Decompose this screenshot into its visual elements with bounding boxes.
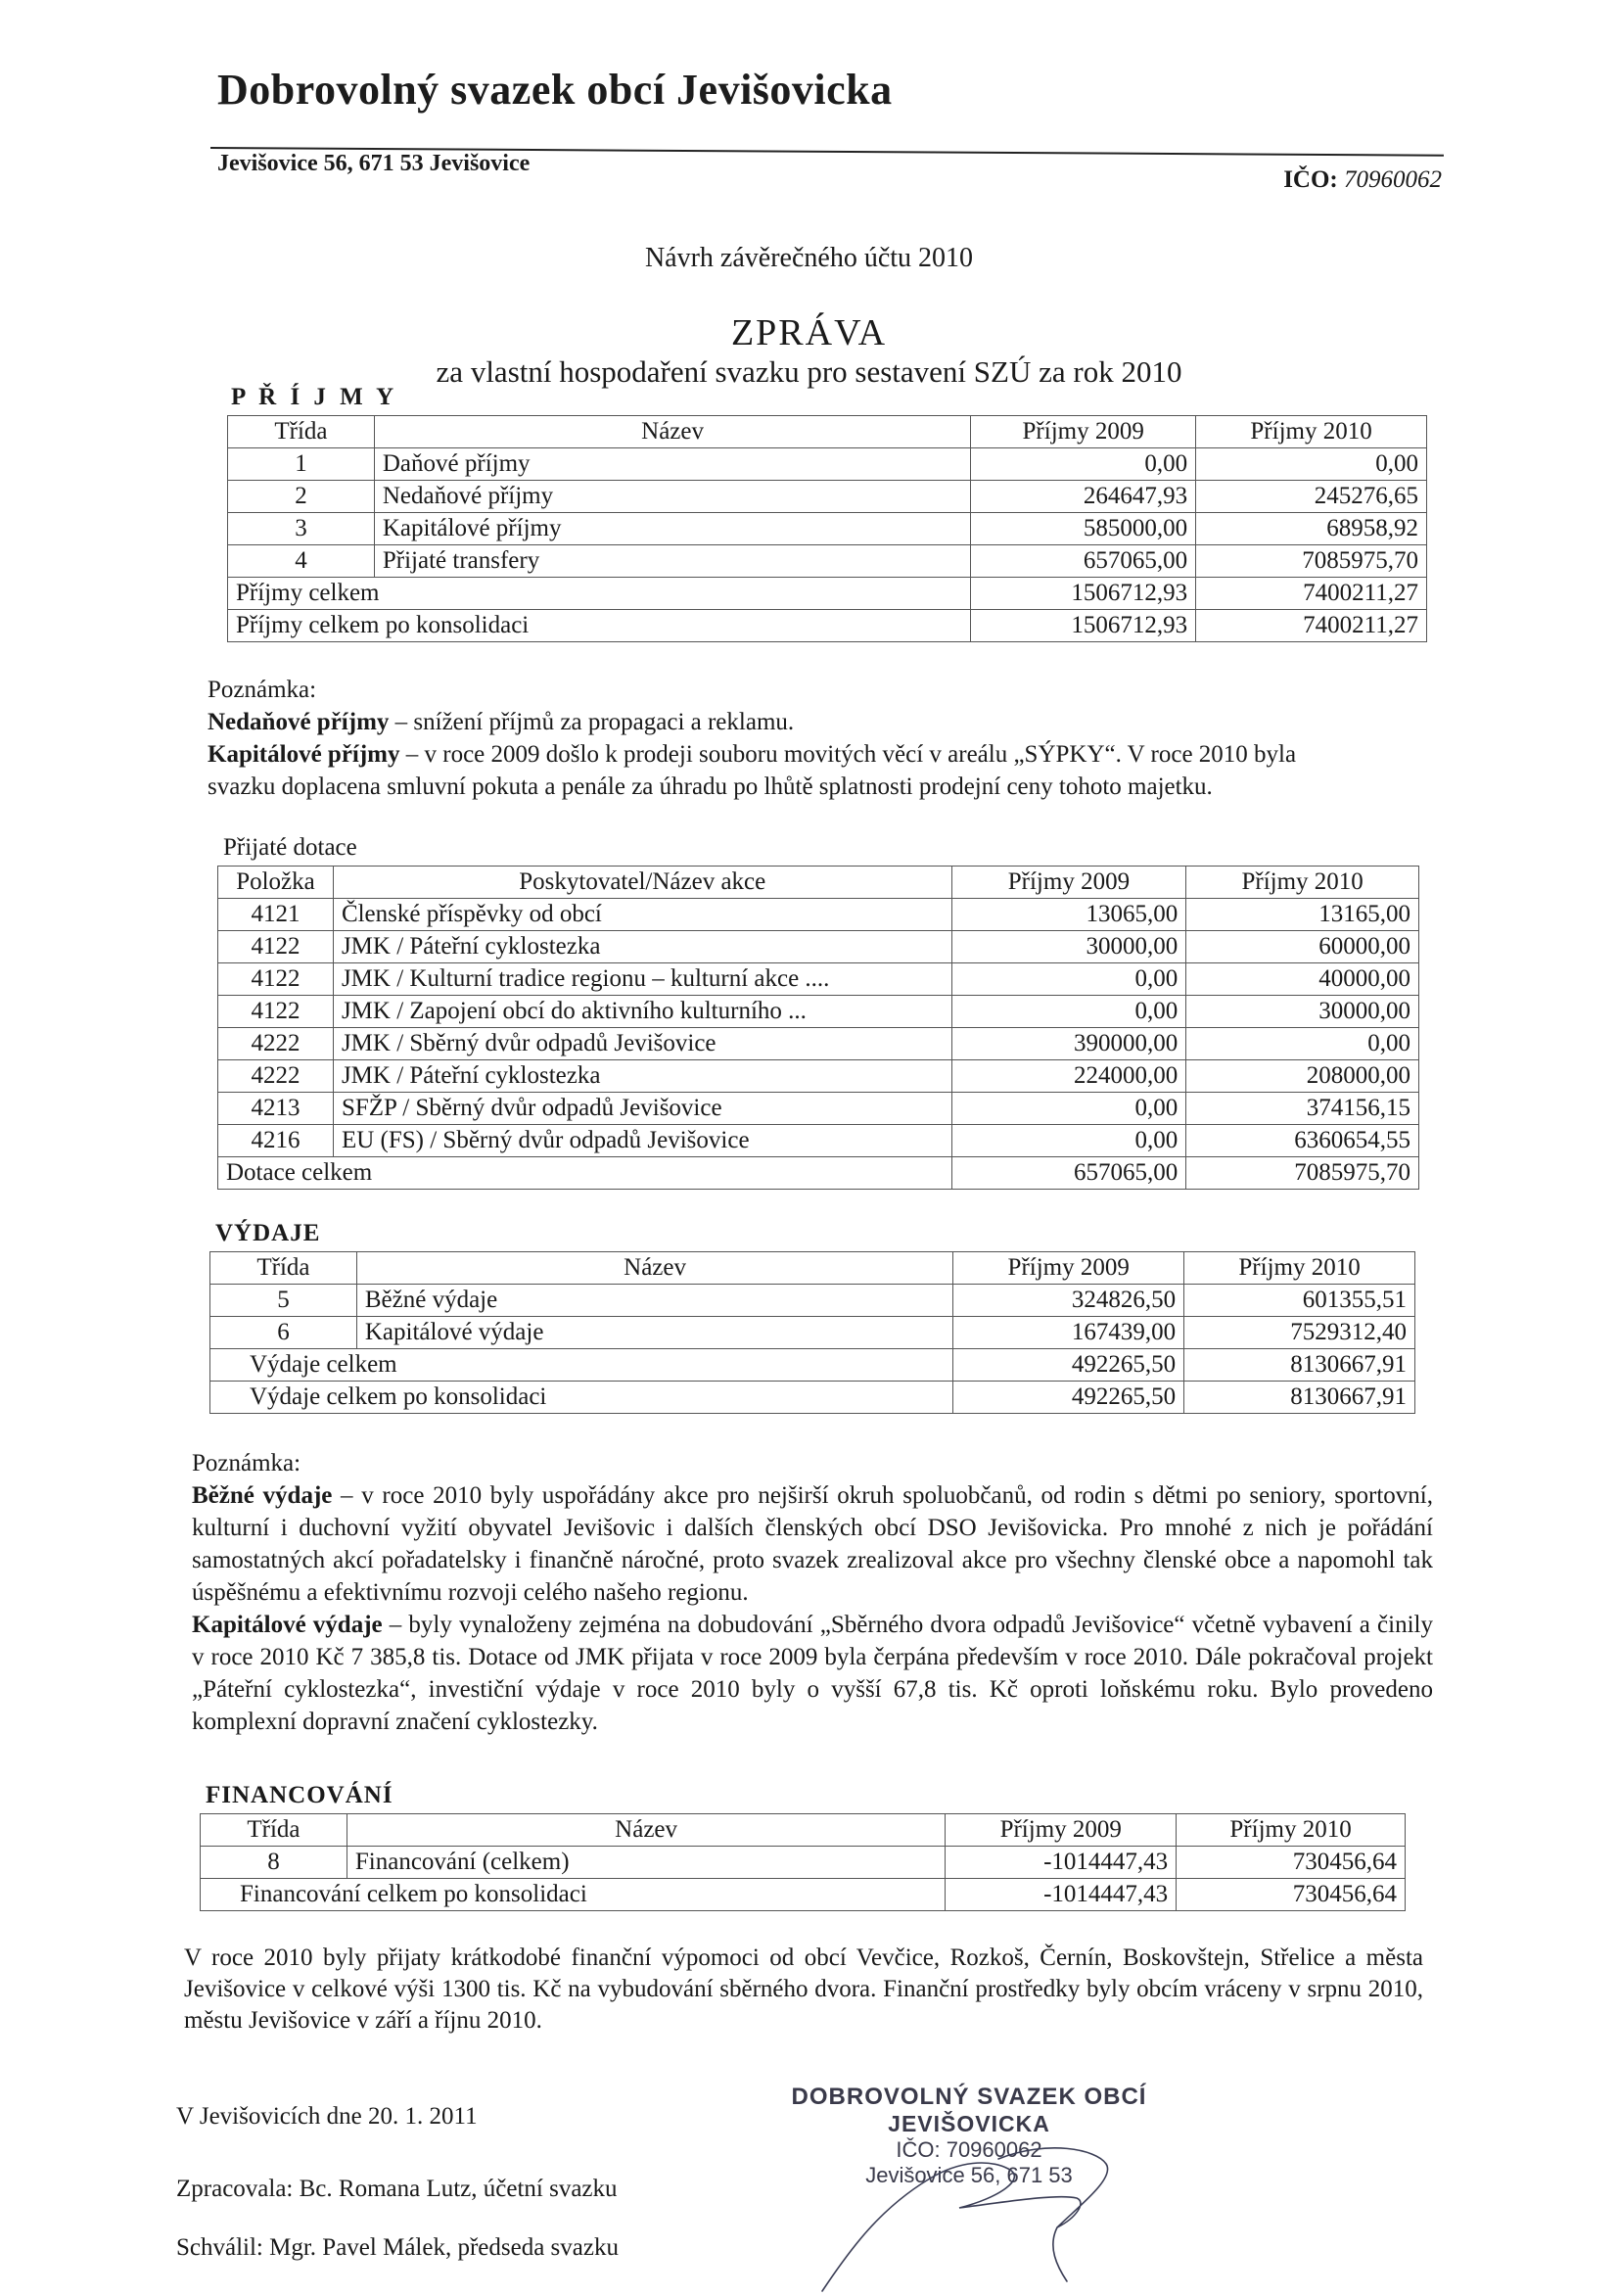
cell-2009: 0,00 xyxy=(971,448,1196,481)
table-row xyxy=(218,1060,1419,1093)
cell-2010: 30000,00 xyxy=(1186,996,1419,1028)
note-text: – v roce 2009 došlo k prodeji souboru movitých věcí v areálu „SÝPKY“. V roce 2010 byla xyxy=(399,741,1297,768)
cell-2010: 60000,00 xyxy=(1186,931,1419,963)
column-header: Příjmy 2010 xyxy=(1177,1814,1406,1847)
cell-2010: 730456,64 xyxy=(1177,1847,1406,1879)
cell-item: 4216 xyxy=(218,1125,334,1157)
cell-name: Členské příspěvky od obcí xyxy=(333,899,951,931)
cell-name: JMK / Kulturní tradice regionu – kulturní akce .... xyxy=(333,963,951,996)
total-row xyxy=(228,578,1427,610)
total-2009: 657065,00 xyxy=(951,1157,1186,1190)
cell-name: Přijaté transfery xyxy=(374,545,970,578)
cell-2010: 0,00 xyxy=(1196,448,1427,481)
cell-2010: 601355,51 xyxy=(1184,1285,1415,1317)
table-row xyxy=(228,513,1427,545)
total-label: Příjmy celkem po konsolidaci xyxy=(228,610,971,642)
report-subtitle: za vlastní hospodaření svazku pro sestavení SZÚ za rok 2010 xyxy=(436,354,1182,389)
note-text: – snížení příjmů za propagaci a reklamu. xyxy=(389,709,795,735)
cell-item: 4222 xyxy=(218,1028,334,1060)
report-title: ZPRÁVA xyxy=(730,312,888,353)
cell-2009: 0,00 xyxy=(951,1125,1186,1157)
note-label: Poznámka: xyxy=(192,1450,301,1476)
note-term: Běžné výdaje xyxy=(192,1482,333,1509)
note-kapitalove-vydaje xyxy=(192,1609,1433,1738)
cell-2009: 585000,00 xyxy=(971,513,1196,545)
table-row xyxy=(228,545,1427,578)
total-2009: 1506712,93 xyxy=(971,610,1196,642)
prijmy-table xyxy=(227,415,1427,642)
cell-item: 4122 xyxy=(218,963,334,996)
cell-class: 4 xyxy=(228,545,375,578)
cell-name: Kapitálové příjmy xyxy=(374,513,970,545)
cell-item: 4122 xyxy=(218,996,334,1028)
column-header: Příjmy 2010 xyxy=(1196,416,1427,448)
cell-2010: 6360654,55 xyxy=(1186,1125,1419,1157)
table-row xyxy=(210,1317,1415,1349)
column-header: Příjmy 2010 xyxy=(1184,1252,1415,1285)
financovani-table xyxy=(200,1813,1406,1911)
column-header: Příjmy 2010 xyxy=(1186,867,1419,899)
note-term: Nedaňové příjmy xyxy=(208,709,390,735)
place-date: V Jevišovicích dne 20. 1. 2011 xyxy=(176,2103,478,2130)
cell-class: 5 xyxy=(210,1285,357,1317)
table-row xyxy=(218,996,1419,1028)
cell-class: 8 xyxy=(201,1847,347,1879)
vydaje-heading: VÝDAJE xyxy=(215,1220,321,1246)
cell-2010: 0,00 xyxy=(1186,1028,1419,1060)
total-label: Výdaje celkem po konsolidaci xyxy=(210,1382,953,1414)
note-expenses xyxy=(192,1447,1433,1738)
table-row xyxy=(201,1847,1406,1879)
table-header-row xyxy=(218,867,1419,899)
closing-paragraph: V roce 2010 byly přijaty krátkodobé finanční výpomoci od obcí Vevčice, Rozkoš, Černín, Boskovštejn, Střelice a města Jevišovice v celkové výši 1300 tis. Kč na vybudování sběrného dvora. Finanční prostředky byly obcím vráceny v srpnu 2010, městu Jevišovice v září a říjnu 2010. xyxy=(184,1945,1423,2034)
note-term: Kapitálové výdaje xyxy=(192,1612,383,1638)
organization-address: Jevišovice 56, 671 53 Jevišovice xyxy=(217,151,531,176)
stamp-line: IČO: 70960062 xyxy=(896,2137,1042,2162)
total-2010: 7400211,27 xyxy=(1196,578,1427,610)
column-header: Položka xyxy=(218,867,334,899)
cell-2009: 0,00 xyxy=(951,963,1186,996)
column-header: Název xyxy=(374,416,970,448)
column-header: Název xyxy=(356,1252,952,1285)
note-kapitalove-cont: svazku doplacena smluvní pokuta a penále za úhradu po lhůtě splatnosti prodejní ceny tohoto majetku. xyxy=(208,773,1213,800)
cell-item: 4213 xyxy=(218,1093,334,1125)
total-row xyxy=(228,610,1427,642)
cell-name: JMK / Sběrný dvůr odpadů Jevišovice xyxy=(333,1028,951,1060)
cell-2009: 224000,00 xyxy=(951,1060,1186,1093)
table-row xyxy=(218,963,1419,996)
table-row xyxy=(218,1093,1419,1125)
cell-name: Nedaňové příjmy xyxy=(374,481,970,513)
table-row xyxy=(228,448,1427,481)
table-row xyxy=(228,481,1427,513)
total-label: Dotace celkem xyxy=(218,1157,952,1190)
cell-name: Běžné výdaje xyxy=(356,1285,952,1317)
prepared-by: Zpracovala: Bc. Romana Lutz, účetní svazku xyxy=(176,2176,618,2202)
approved-by: Schválil: Mgr. Pavel Málek, předseda svazku xyxy=(176,2234,619,2261)
note-bezne xyxy=(192,1479,1433,1609)
total-2009: 1506712,93 xyxy=(971,578,1196,610)
dotace-table xyxy=(217,866,1419,1190)
total-row xyxy=(210,1349,1415,1382)
cell-class: 2 xyxy=(228,481,375,513)
note-income xyxy=(208,674,1451,803)
cell-2010: 13165,00 xyxy=(1186,899,1419,931)
cell-item: 4122 xyxy=(218,931,334,963)
total-row xyxy=(210,1382,1415,1414)
document-subtitle: Návrh závěrečného účtu 2010 xyxy=(644,243,974,273)
cell-class: 6 xyxy=(210,1317,357,1349)
total-label: Financování celkem po konsolidaci xyxy=(201,1879,946,1911)
total-label: Příjmy celkem xyxy=(228,578,971,610)
handwritten-signature xyxy=(763,2100,1135,2296)
total-2010: 8130667,91 xyxy=(1184,1349,1415,1382)
cell-2009: 657065,00 xyxy=(971,545,1196,578)
total-row xyxy=(201,1879,1406,1911)
cell-2010: 374156,15 xyxy=(1186,1093,1419,1125)
cell-2009: 324826,50 xyxy=(953,1285,1184,1317)
cell-name: JMK / Páteřní cyklostezka xyxy=(333,931,951,963)
table-row xyxy=(218,1028,1419,1060)
cell-2009: 13065,00 xyxy=(951,899,1186,931)
table-header-row xyxy=(201,1814,1406,1847)
dotace-heading: Přijaté dotace xyxy=(223,834,357,861)
column-header: Příjmy 2009 xyxy=(951,867,1186,899)
column-header: Třída xyxy=(210,1252,357,1285)
ico-label: IČO: xyxy=(1283,166,1338,193)
column-header: Třída xyxy=(228,416,375,448)
cell-2010: 7085975,70 xyxy=(1196,545,1427,578)
cell-name: Kapitálové výdaje xyxy=(356,1317,952,1349)
cell-2009: -1014447,43 xyxy=(946,1847,1177,1879)
column-header: Příjmy 2009 xyxy=(971,416,1196,448)
cell-2010: 208000,00 xyxy=(1186,1060,1419,1093)
cell-2010: 40000,00 xyxy=(1186,963,1419,996)
cell-name: JMK / Zapojení obcí do aktivního kulturního ... xyxy=(333,996,951,1028)
cell-2009: 0,00 xyxy=(951,996,1186,1028)
cell-2010: 245276,65 xyxy=(1196,481,1427,513)
cell-2009: 167439,00 xyxy=(953,1317,1184,1349)
cell-2009: 390000,00 xyxy=(951,1028,1186,1060)
note-nedanove xyxy=(208,706,1451,738)
cell-name: SFŽP / Sběrný dvůr odpadů Jevišovice xyxy=(333,1093,951,1125)
cell-2009: 30000,00 xyxy=(951,931,1186,963)
ico-number xyxy=(1283,166,1442,194)
cell-item: 4121 xyxy=(218,899,334,931)
cell-2010: 68958,92 xyxy=(1196,513,1427,545)
stamp-line: DOBROVOLNÝ SVAZEK OBCÍ xyxy=(791,2084,1147,2110)
cell-name: EU (FS) / Sběrný dvůr odpadů Jevišovice xyxy=(333,1125,951,1157)
total-2009: 492265,50 xyxy=(953,1382,1184,1414)
prijmy-heading: P Ř Í J M Y xyxy=(231,384,398,410)
column-header: Příjmy 2009 xyxy=(946,1814,1177,1847)
column-header: Poskytovatel/Název akce xyxy=(333,867,951,899)
total-label: Výdaje celkem xyxy=(210,1349,953,1382)
table-header-row xyxy=(210,1252,1415,1285)
note-text: – byly vynaloženy zejména na dobudování „Sběrného dvora odpadů Jevišovice“ včetně vybavení a činily v roce 2010 Kč 7 385,8 tis. Dotace od JMK přijata v roce 2009 byla čerpána především v roce 2010. Dále pokračoval projekt „Páteřní cyklostezka“, investiční výdaje v roce 2010 byly o vyšší 67,8 tis. Kč oproti loňskému roku. Bylo provedeno komplexní dopravní značení cyklostezky. xyxy=(192,1612,1433,1735)
column-header: Příjmy 2009 xyxy=(953,1252,1184,1285)
table-row xyxy=(218,931,1419,963)
stamp-line: JEVIŠOVICKA xyxy=(888,2111,1050,2136)
cell-name: JMK / Páteřní cyklostezka xyxy=(333,1060,951,1093)
table-row xyxy=(210,1285,1415,1317)
total-2010: 7085975,70 xyxy=(1186,1157,1419,1190)
vydaje-table xyxy=(209,1251,1415,1414)
column-header: Název xyxy=(347,1814,945,1847)
cell-class: 3 xyxy=(228,513,375,545)
cell-2010: 7529312,40 xyxy=(1184,1317,1415,1349)
organization-name: Dobrovolný svazek obcí Jevišovicka xyxy=(217,66,893,114)
total-row xyxy=(218,1157,1419,1190)
table-row xyxy=(218,899,1419,931)
cell-2009: 0,00 xyxy=(951,1093,1186,1125)
total-2009: -1014447,43 xyxy=(946,1879,1177,1911)
financovani-heading: FINANCOVÁNÍ xyxy=(206,1782,393,1808)
total-2010: 730456,64 xyxy=(1177,1879,1406,1911)
table-header-row xyxy=(228,416,1427,448)
cell-name: Daňové příjmy xyxy=(374,448,970,481)
table-row xyxy=(218,1125,1419,1157)
total-2010: 7400211,27 xyxy=(1196,610,1427,642)
cell-2009: 264647,93 xyxy=(971,481,1196,513)
cell-name: Financování (celkem) xyxy=(347,1847,945,1879)
note-label: Poznámka: xyxy=(208,677,317,703)
note-term: Kapitálové příjmy xyxy=(208,741,400,768)
note-text: – v roce 2010 byly uspořádány akce pro nejširší okruh spoluobčanů, od rodin s dětmi po seniory, sportovní, kulturní i duchovní vyžití obyvatel Jevišovic i dalších členských obcí DSO Jevišovicka. Pro mnohé z nich je pořádání samostatných akcí pořadatelsky i finančně náročné, proto svazek zrealizoval akce pro všechny členské obce a napomohl tak úspěšnému a efektivnímu rozvoji celého našeho regionu. xyxy=(192,1482,1433,1606)
stamp-line: Jevišovice 56, 671 53 xyxy=(865,2163,1073,2187)
cell-item: 4222 xyxy=(218,1060,334,1093)
total-2010: 8130667,91 xyxy=(1184,1382,1415,1414)
note-kapitalove xyxy=(208,738,1451,771)
ico-value: 70960062 xyxy=(1344,166,1442,193)
column-header: Třída xyxy=(201,1814,347,1847)
total-2009: 492265,50 xyxy=(953,1349,1184,1382)
cell-class: 1 xyxy=(228,448,375,481)
